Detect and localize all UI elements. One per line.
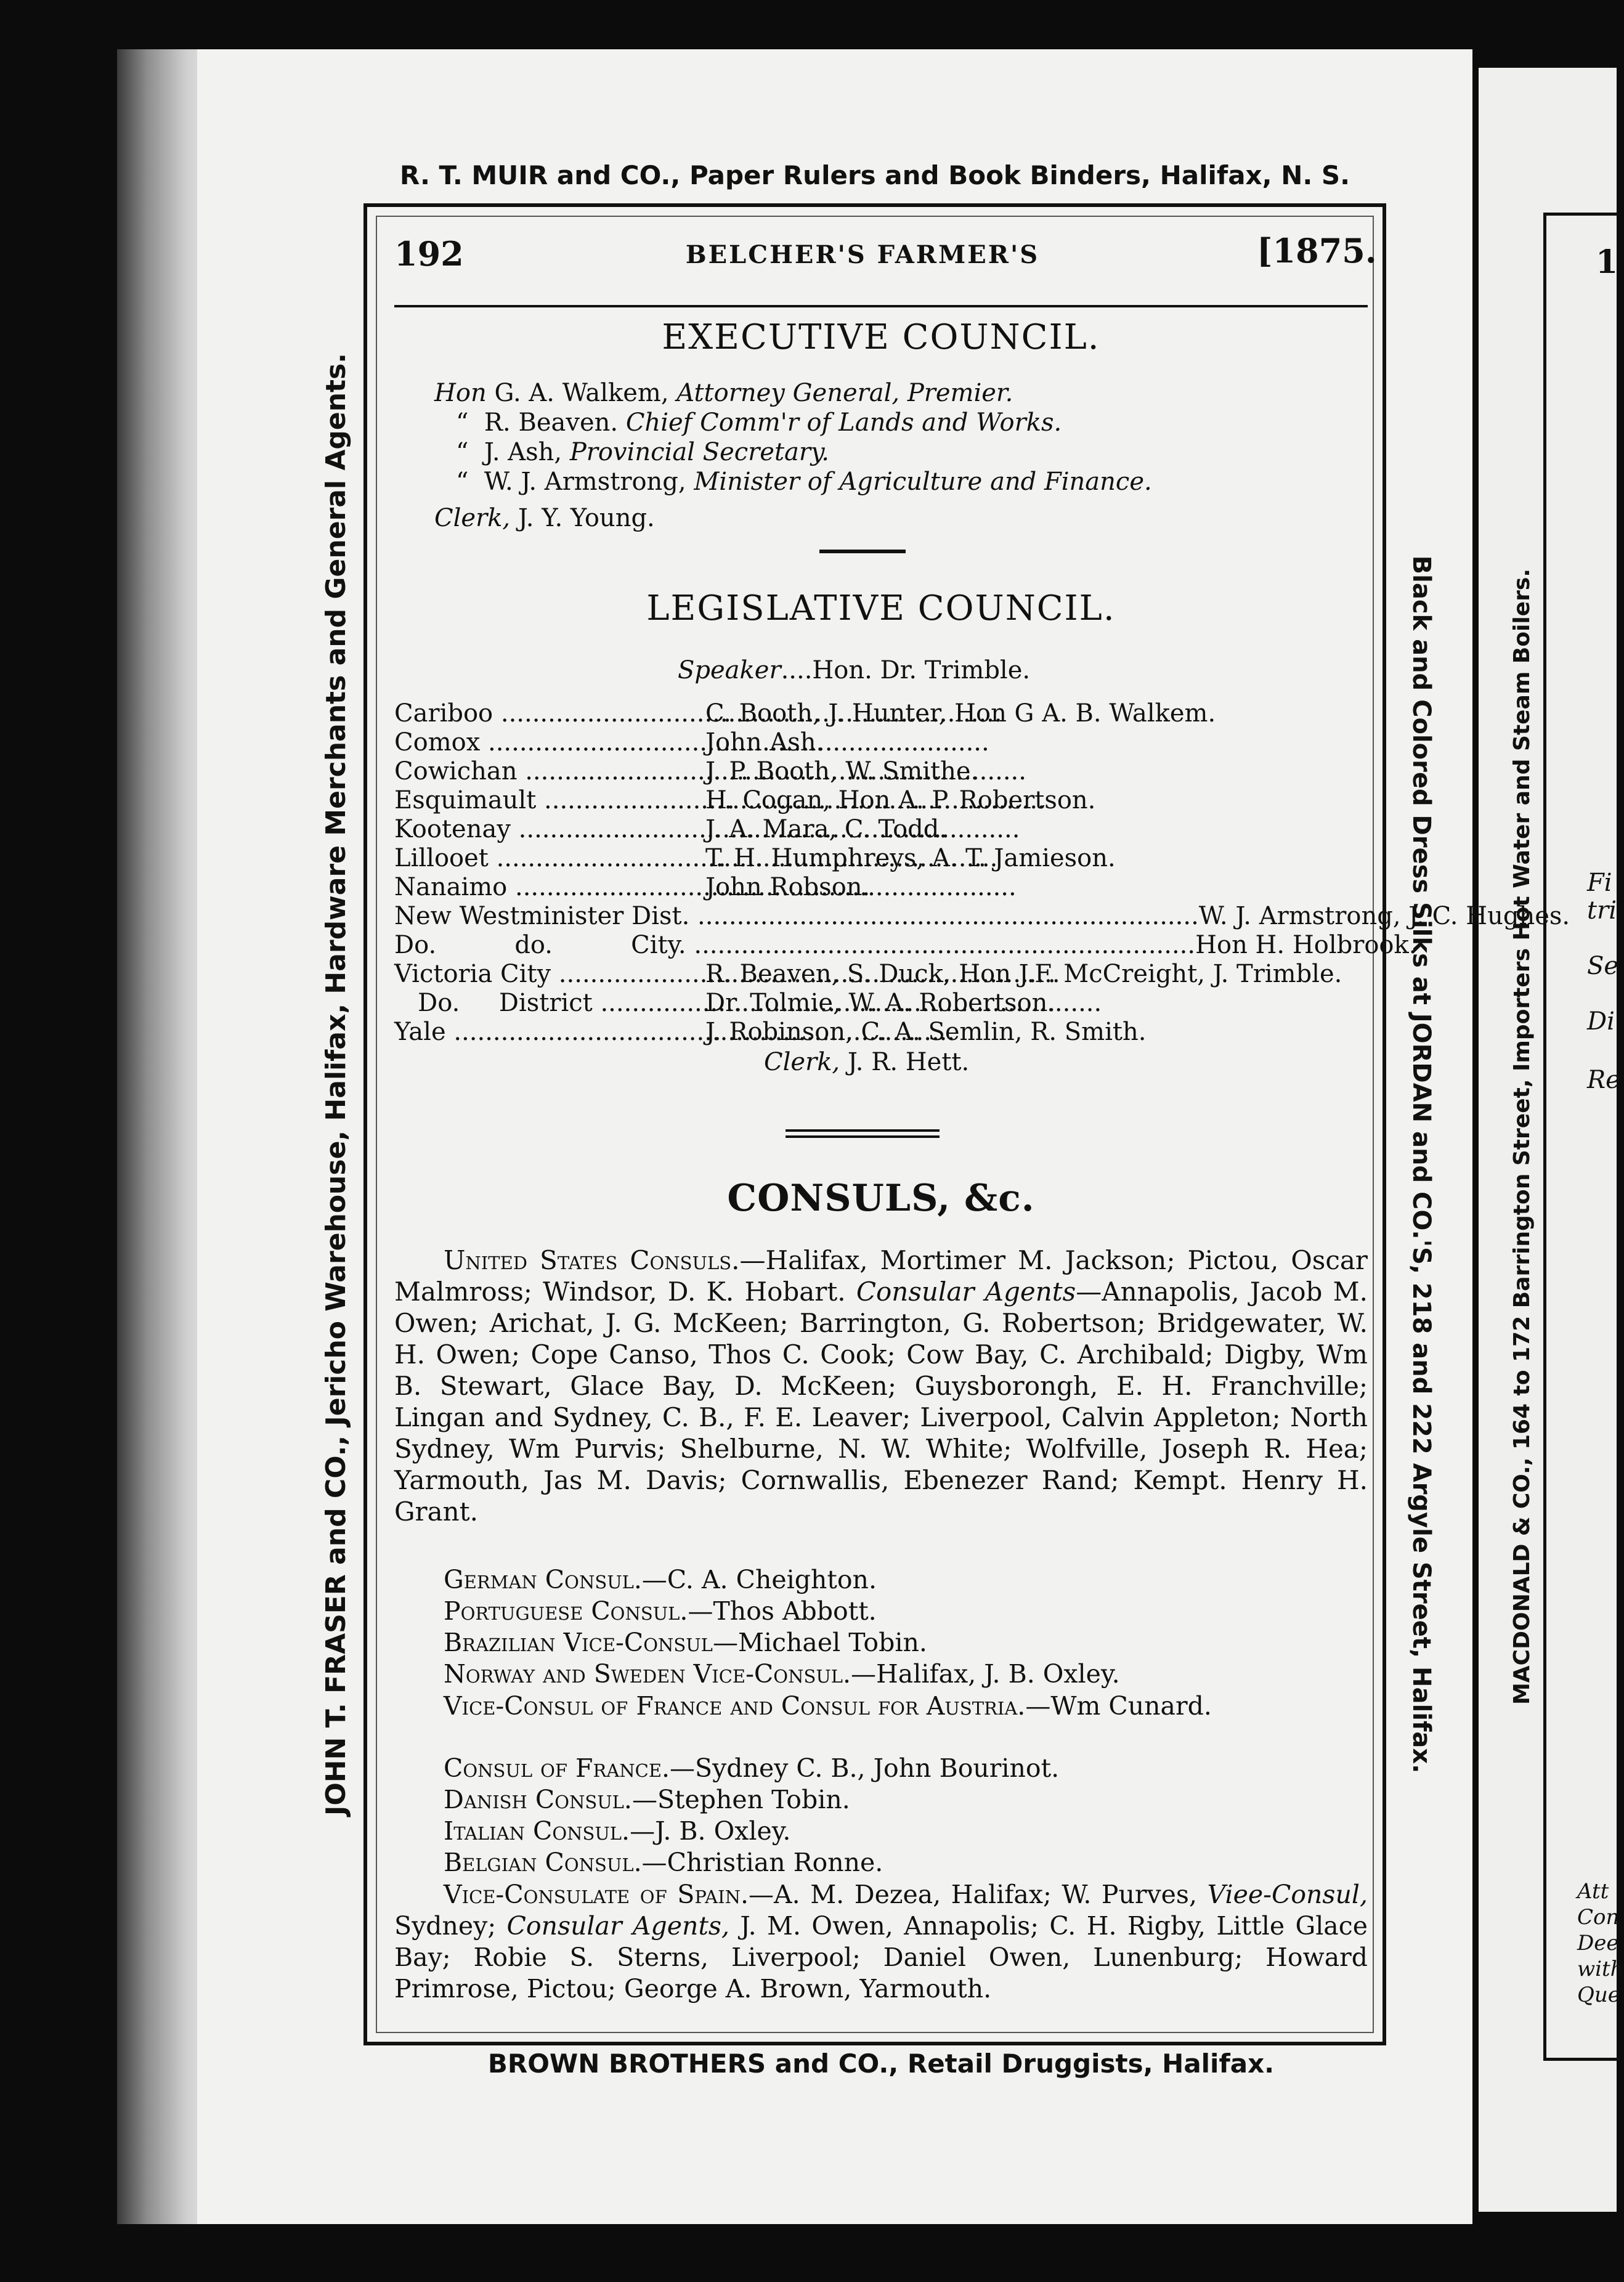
- header-rule: [394, 305, 1368, 307]
- adjacent-fragment: Re: [1587, 1066, 1620, 1094]
- adjacent-fragment: Dee: [1577, 1931, 1619, 1955]
- adjacent-fragment: with: [1577, 1957, 1624, 1981]
- legislative-row: New Westminister Dist. ..... W. J. Armstrong, J. C. Hughes.: [394, 902, 1570, 930]
- consul-entry: Brazilian Vice-Consul—Michael Tobin.: [444, 1628, 927, 1657]
- consul-entry: Danish Consul.—Stephen Tobin.: [444, 1785, 850, 1814]
- running-year: [1875.: [1257, 231, 1377, 270]
- consul-entry: Belgian Consul.—Christian Ronne.: [444, 1848, 883, 1877]
- section-rule: [819, 550, 906, 553]
- consuls-heading: CONSULS, &c.: [727, 1177, 1035, 1220]
- legislative-row: Esquimault ..... H. Cogan, Hon A. P. Robertson.: [394, 786, 1095, 814]
- consul-entry: Vice-Consul of France and Consul for Austria.—Wm Cunard.: [444, 1691, 1212, 1721]
- executive-member: “ W. J. Armstrong, Minister of Agriculture and Finance.: [456, 468, 1152, 496]
- executive-clerk: Clerk, J. Y. Young.: [434, 504, 655, 532]
- adjacent-side-advert: MACDONALD & CO., 164 to 172 Barrington Street, Importers Hot Water and Steam Boilers.: [1509, 569, 1535, 1705]
- left-advert: JOHN T. FRASER and CO., Jericho Warehouse, Halifax, Hardware Merchants and General Agents.: [320, 353, 352, 1816]
- section-rule: [786, 1129, 940, 1132]
- legislative-row: Victoria City ..... R. Beaven, S. Duck, Hon J.F. McCreight, J. Trimble.: [394, 960, 1342, 988]
- legislative-row: Cowichan ..... J. P. Booth, W. Smithe.: [394, 757, 978, 786]
- consul-entry: Italian Consul.—J. B. Oxley.: [444, 1816, 791, 1846]
- consul-entry: Portuguese Consul.—Thos Abbott.: [444, 1596, 877, 1626]
- section-rule: [786, 1135, 940, 1138]
- legislative-row: Do. District ..... Dr. Tolmie, W. A. Robertson.: [394, 989, 1055, 1017]
- consul-entry: German Consul.—C. A. Cheighton.: [444, 1565, 877, 1594]
- top-advert: R. T. MUIR and CO., Paper Rulers and Book Binders, Halifax, N. S.: [399, 160, 1350, 190]
- legislative-row: Comox ..... John Ash.: [394, 728, 824, 757]
- executive-member: Hon G. A. Walkem, Attorney General, Premier.: [434, 379, 1013, 407]
- spain-consulate-paragraph: Vice-Consulate of Spain.—A. M. Dezea, Halifax; W. Purves, Viee-Consul, Sydney; Consular Agents, J. M. Owen, Annapolis; C. H. Rigby, Little Glace Bay; Robie S. Sterns, Liverpool; Daniel Owen, Lunenburg; Howard Primrose, Pictou; George A. Brown, Yarmouth.: [394, 1880, 1368, 2004]
- adjacent-fragment: Fi: [1587, 869, 1612, 897]
- adjacent-fragment: Di: [1587, 1007, 1615, 1036]
- speaker-line: Speaker....Hon. Dr. Trimble.: [678, 656, 1031, 684]
- adjacent-fragment: Con: [1577, 1905, 1620, 1930]
- adjacent-fragment: Se: [1587, 952, 1619, 980]
- legislative-row: Kootenay ..... J. A. Mara, C. Todd.: [394, 815, 947, 843]
- adjacent-fragment: Que: [1577, 1983, 1620, 2007]
- legislative-row: Nanaimo ..... John Robson.: [394, 873, 870, 901]
- right-advert: Black and Colored Dress Silks at JORDAN and CO.'S, 218 and 222 Argyle Street, Halifax.: [1407, 555, 1435, 1774]
- page-number: 192: [394, 234, 464, 274]
- adjacent-fragment: Att: [1577, 1879, 1609, 1904]
- legislative-row: Do. do. City. ..... Hon H. Holbrook.: [394, 931, 1416, 959]
- consul-entry: Consul of France.—Sydney C. B., John Bourinot.: [444, 1753, 1060, 1783]
- running-title: BELCHER'S FARMER'S: [685, 240, 1040, 269]
- executive-member: “ J. Ash, Provincial Secretary.: [456, 438, 829, 466]
- legislative-council-heading: LEGISLATIVE COUNCIL.: [646, 588, 1116, 628]
- legislative-row: Lillooet ..... T. H. Humphreys, A. T. Jamieson.: [394, 844, 1116, 872]
- consul-entry: Norway and Sweden Vice-Consul.—Halifax, J. B. Oxley.: [444, 1659, 1120, 1689]
- us-consuls-paragraph: United States Consuls.—Halifax, Mortimer M. Jackson; Pictou, Oscar Malmross; Windsor, D. K. Hobart. Consular Agents—Annapolis, Jacob M. Owen; Arichat, J. G. McKeen; Barrington, G. Robertson; Bridgewater, W. H. Owen; Cope Canso, Thos C. Cook; Cow Bay, C. Archibald; Digby, Wm B. Stewart, Glace Bay, D. McKeen; Guysborongh, E. H. Franchville; Lingan and Sydney, C. B., F. E. Leaver; Liverpool, Calvin Appleton; North Sydney, Wm Purvis; Shelburne, N. W. White; Wolfville, Joseph R. Hea; Yarmouth, Jas M. Davis; Cornwallis, Ebenezer Rand; Kempt. Henry H. Grant.: [394, 1245, 1368, 1527]
- executive-member: “ R. Beaven. Chief Comm'r of Lands and Works.: [456, 408, 1062, 437]
- adjacent-page-number: 1: [1596, 243, 1618, 281]
- adjacent-page-frame: [1543, 213, 1620, 2061]
- legislative-row: Cariboo ..... C. Booth, J. Hunter, Hon G A. B. Walkem.: [394, 699, 1216, 728]
- executive-council-heading: EXECUTIVE COUNCIL.: [662, 317, 1100, 357]
- legislative-clerk: Clerk, J. R. Hett.: [764, 1048, 970, 1076]
- bottom-advert: BROWN BROTHERS and CO., Retail Druggists, Halifax.: [487, 2049, 1275, 2079]
- legislative-row: Yale ..... J. Robinson, C. A. Semlin, R. Smith.: [394, 1018, 1146, 1046]
- adjacent-fragment: tri: [1587, 896, 1617, 925]
